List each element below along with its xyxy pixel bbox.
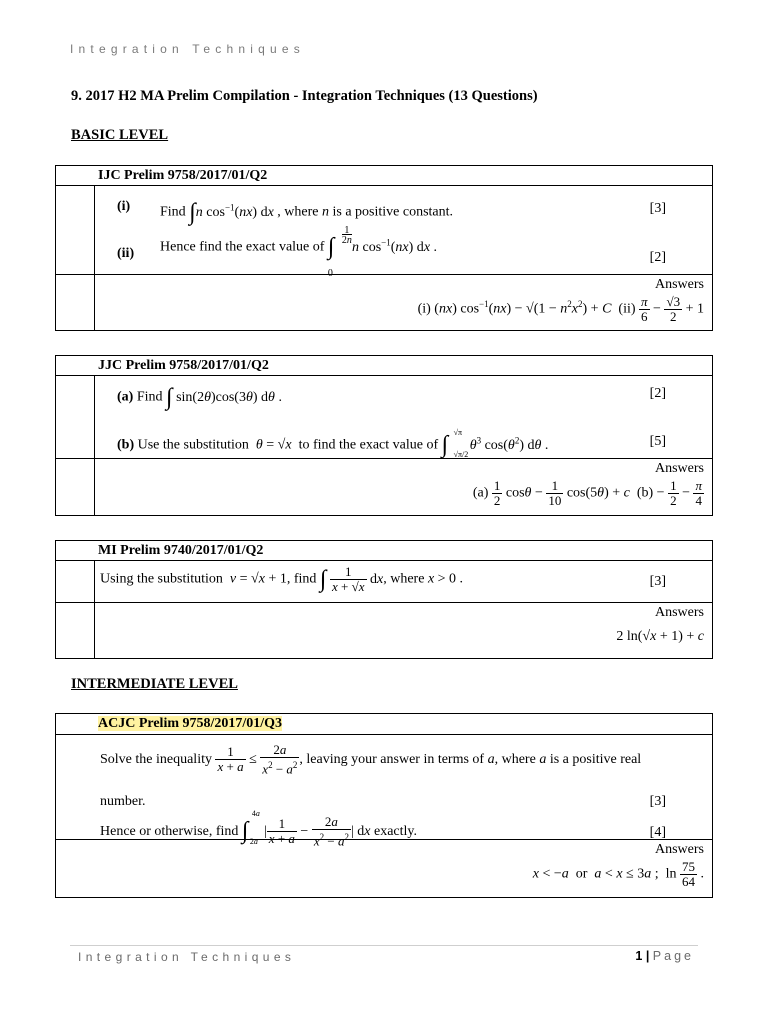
question-heading: MI Prelim 9740/2017/01/Q2 <box>98 543 264 558</box>
level-heading-basic: BASIC LEVEL <box>71 127 169 143</box>
answers-cell <box>95 603 712 658</box>
running-header: Integration Techniques <box>70 42 305 56</box>
question-text: Find <box>160 204 186 220</box>
part-label: (b) <box>117 437 135 453</box>
mark: [3] <box>649 201 666 216</box>
math-integral: ∫n $\cos^{-1}(nx)$ dx <box>189 199 274 225</box>
answers-label: Answers <box>655 277 704 292</box>
question-heading: ACJC Prelim 9758/2017/01/Q3 <box>98 716 283 731</box>
mark: [3] <box>649 574 666 589</box>
math-definite-integral: ∫ √π √π/2 $\theta^3$ $\cos(\theta^2)$ dθ . <box>441 428 549 459</box>
page-number: 1 | Page <box>635 949 694 963</box>
mark: [3] <box>649 794 666 809</box>
question-body: Solve the inequality $\frac{1}{x + a}$ ≤ $\frac{2a}{x^2 - a^2}$ , leaving your answer in terms of a, where a is a positive real number. [3] Hence or otherwise, find ∫ 4a 2a | $\frac{1}{x + a}$ − $\frac{2a}{x^2 - a^2}$ | dx exactly. [4] <box>100 742 666 849</box>
question-body: (i) Find ∫n $\cos^{-1}(nx)$ dx , where n is a positive constant. [3] (ii) Hence find the exact value of ∫ 1 2n 0 n $\cos^{-1}(nx)$ dx . [2] <box>117 199 666 279</box>
answers-cell <box>95 275 712 330</box>
question-text: Using the substitution <box>100 571 223 587</box>
footer-divider <box>70 945 698 946</box>
mark: [2] <box>649 386 666 401</box>
level-heading-intermediate: INTERMEDIATE LEVEL <box>71 676 238 692</box>
mark: [4] <box>649 825 666 840</box>
answer-text: x < −a or a < x ≤ 3a ; ln $\frac{75}{64}$ . <box>532 859 704 889</box>
question-table-jjc <box>55 355 713 516</box>
math-substitution: v = √x + 1 <box>229 571 287 587</box>
question-text: Use the substitution <box>137 437 249 453</box>
answer-text: (a) $\frac{1}{2}$ cosθ − $\frac{1}{10}$ cos(5θ) + c (b) − $\frac{1}{2}$ − $\frac{\pi}{4}$ <box>472 478 702 508</box>
mark: [5] <box>649 434 666 449</box>
math-integral: ∫ sin(2θ)cos(3θ) dθ . <box>166 384 282 410</box>
math-definite-integral: ∫ 1 2n 0 n $\cos^{-1}(nx)$ dx . <box>327 225 438 279</box>
question-heading: IJC Prelim 9758/2017/01/Q2 <box>98 168 268 183</box>
question-table-ijc <box>55 165 713 331</box>
math-substitution: θ = √x <box>255 437 292 453</box>
math-integral: ∫ $\frac{1}{x + √x}$ dx <box>319 564 384 594</box>
question-heading: JJC Prelim 9758/2017/01/Q2 <box>98 358 269 373</box>
question-table-mi <box>55 540 713 659</box>
answers-label: Answers <box>655 605 704 620</box>
part-label: (a) <box>117 389 134 405</box>
question-text: Hence or otherwise, find <box>100 823 239 839</box>
math-definite-integral: ∫ 4a 2a | $\frac{1}{x + a}$ − $\frac{2a}{x^2 - a^2}$ | dx <box>241 809 371 849</box>
question-body: Using the substitution v = √x + 1, find ∫ $\frac{1}{x + √x}$ dx, where x > 0 . [3] <box>100 564 666 594</box>
question-text: Hence find the exact value of <box>160 239 325 255</box>
question-text: Find <box>136 389 163 405</box>
answers-label: Answers <box>655 461 704 476</box>
question-table-acjc <box>55 713 713 898</box>
answer-text: (i) (nx) $\cos^{-1}(nx) - √(1 - n^2x^2) + C$ (ii) $\frac{\pi}{6}$ − $\frac{√3}{2}$ + 1 <box>417 294 704 324</box>
math-inequality: $\frac{1}{x + a}$ ≤ $\frac{2a}{x^2 - a^2}$ <box>217 742 298 777</box>
part-label: (ii) <box>117 246 135 261</box>
answers-cell <box>95 459 712 515</box>
answers-cell <box>56 840 712 897</box>
question-text: Solve the inequality <box>100 751 212 767</box>
part-label: (i) <box>117 199 131 214</box>
answers-label: Answers <box>655 842 704 857</box>
answer-text: 2 ln(√x + 1) + c <box>616 629 704 644</box>
running-footer: Integration Techniques <box>78 950 296 964</box>
page-title: 9. 2017 H2 MA Prelim Compilation - Integration Techniques (13 Questions) <box>71 88 538 104</box>
question-text: number. <box>100 794 146 809</box>
mark: [2] <box>649 250 666 265</box>
question-body: (a) Find ∫ sin(2θ)cos(3θ) dθ . [2] (b) Use the substitution θ = √x to find the exact value of ∫ √π √π/2 $\theta^3$ $\cos(\theta^2)$ dθ . [5] <box>117 384 666 459</box>
